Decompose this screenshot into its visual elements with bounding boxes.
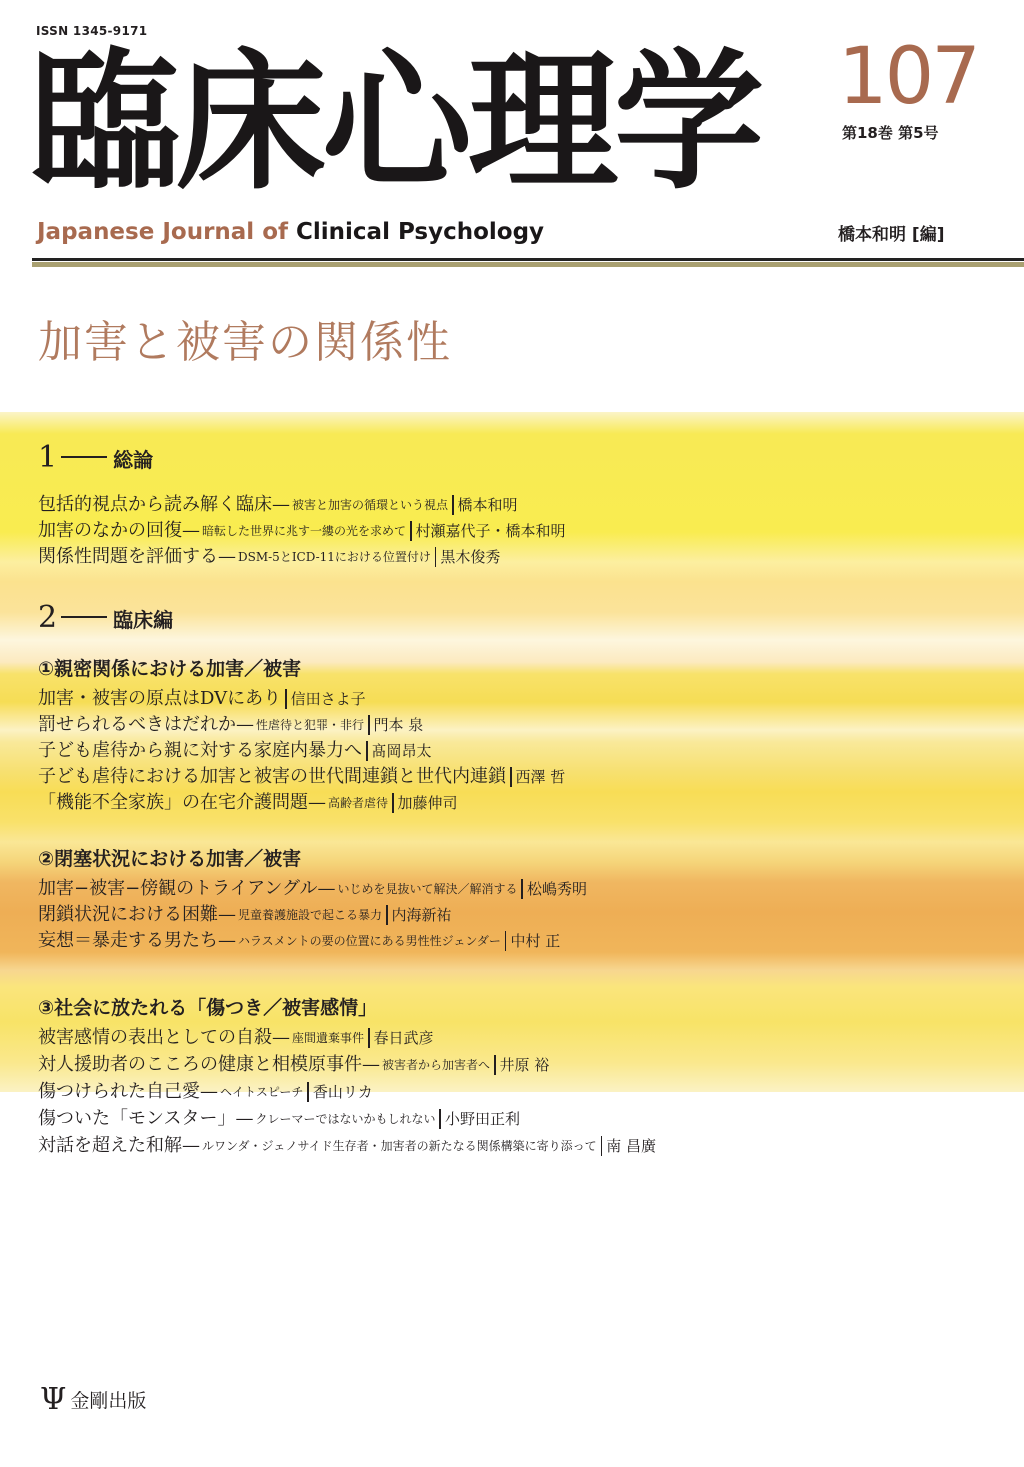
article-author: 村瀬嘉代子・橋本和明 [415, 522, 566, 540]
toc-entry: 罰せられるべきはだれか — 性虐待と犯罪・非行 門本 泉 [38, 712, 423, 738]
article-title: 罰せられるべきはだれか [38, 714, 236, 735]
article-subtitle: 被害と加害の循環という視点 [292, 498, 449, 512]
subsection-heading: ①親密関係における加害／被害 [38, 658, 302, 680]
article-author: 信田さよ子 [290, 690, 366, 708]
article-title: 傷つけられた自己愛 [38, 1081, 200, 1102]
article-subtitle: クレーマーではないかもしれない [255, 1112, 436, 1126]
article-author: 黒木俊秀 [440, 548, 501, 566]
separator [368, 715, 370, 735]
toc-entry: 傷つけられた自己愛 — ヘイトスピーチ 香山リカ [38, 1079, 373, 1105]
toc-entry: 妄想＝暴走する男たち — ハラスメントの要の位置にある男性性ジェンダー 中村 正 [38, 928, 560, 954]
psi-logo-icon: Ψ [40, 1382, 67, 1417]
separator [505, 931, 507, 951]
article-subtitle: 児童養護施設で起こる暴力 [238, 908, 383, 922]
header-rule [32, 258, 1024, 261]
separator [521, 879, 523, 899]
section-title: 臨床編 [113, 608, 174, 632]
volume-number: 第18巻 第5号 [842, 124, 939, 142]
separator [601, 1136, 603, 1156]
separator [386, 905, 388, 925]
separator [392, 793, 394, 813]
toc-entry: 加害−被害−傍観のトライアングル — いじめを見抜いて解決／解消する 松嶋秀明 [38, 876, 587, 902]
article-author: 中村 正 [510, 932, 561, 950]
toc-entry: 包括的視点から読み解く臨床 — 被害と加害の循環という視点 橋本和明 [38, 492, 518, 518]
article-subtitle: 座間遺棄事件 [292, 1031, 365, 1045]
article-title: 対話を超えた和解 [38, 1135, 182, 1156]
section-title: 総論 [113, 448, 154, 472]
article-author: 橋本和明 [457, 496, 518, 514]
section-heading [38, 600, 173, 635]
publisher-name: 金剛出版 [70, 1390, 147, 1412]
toc-entry: 閉鎖状況における困難 — 児童養護施設で起こる暴力 内海新祐 [38, 902, 452, 928]
separator [439, 1109, 441, 1129]
article-title: 子ども虐待における加害と被害の世代間連鎖と世代内連鎖 [38, 766, 506, 787]
article-author: 井原 裕 [499, 1056, 550, 1074]
article-author: 髙岡昂太 [371, 742, 432, 760]
english-title [37, 219, 544, 245]
article-subtitle: 高齢者虐待 [328, 796, 389, 810]
article-subtitle: 暗転した世界に兆す一縷の光を求めて [202, 524, 407, 538]
article-author: 松嶋秀明 [526, 880, 587, 898]
publisher [40, 1382, 146, 1417]
toc-entry [38, 738, 432, 764]
issue-number: 107 [838, 32, 978, 122]
toc-entry: 被害感情の表出としての自殺 — 座間遺棄事件 春日武彦 [38, 1025, 434, 1051]
separator [307, 1082, 309, 1102]
toc-entry: 「機能不全家族」の在宅介護問題 — 高齢者虐待 加藤伸司 [38, 790, 458, 816]
separator [285, 689, 287, 709]
article-author: 西澤 哲 [515, 768, 566, 786]
article-author: 門本 泉 [373, 716, 424, 734]
article-author: 内海新祐 [391, 906, 452, 924]
separator [452, 495, 454, 515]
separator [435, 547, 437, 567]
english-title-part2: Clinical Psychology [296, 219, 545, 245]
toc-entry [38, 686, 366, 712]
article-subtitle: ハラスメントの要の位置にある男性性ジェンダー [238, 934, 501, 948]
article-subtitle: ルワンダ・ジェノサイド生存者・加害者の新たなる関係構築に寄り添って [202, 1139, 597, 1153]
article-subtitle: 被害者から加害者へ [382, 1058, 491, 1072]
article-title: 傷ついた「モンスター」 [38, 1108, 236, 1129]
section-dash [61, 616, 107, 618]
article-title: 加害・被害の原点はDVにあり [38, 688, 282, 709]
separator [366, 741, 368, 761]
article-author: 南 昌廣 [606, 1137, 656, 1155]
journal-title: 臨床心理学 [30, 36, 761, 210]
article-title: 被害感情の表出としての自殺 [38, 1027, 272, 1048]
section-dash [61, 456, 107, 458]
article-subtitle: ヘイトスピーチ [220, 1085, 304, 1099]
issn: ISSN 1345-9171 [36, 24, 148, 38]
separator [368, 1028, 370, 1048]
article-author: 香山リカ [312, 1083, 373, 1101]
section-number: 2 [38, 600, 58, 635]
article-title: 包括的視点から読み解く臨床 [38, 494, 272, 515]
article-title: 加害−被害−傍観のトライアングル [38, 878, 318, 899]
article-title: 妄想＝暴走する男たち [38, 930, 218, 951]
english-title-part1: Japanese Journal of [37, 219, 297, 245]
header-rule-accent [32, 262, 1024, 267]
toc-entry: 加害のなかの回復 — 暗転した世界に兆す一縷の光を求めて 村瀬嘉代子・橋本和明 [38, 518, 566, 544]
article-title: 閉鎖状況における困難 [38, 904, 218, 925]
toc-entry [38, 764, 565, 790]
article-subtitle: 性虐待と犯罪・非行 [256, 718, 365, 732]
separator [410, 521, 412, 541]
section-number: 1 [38, 440, 58, 475]
toc-entry: 関係性問題を評価する — DSM-5とICD-11における位置付け 黒木俊秀 [38, 544, 500, 570]
separator [510, 767, 512, 787]
toc-entry: 傷ついた「モンスター」 — クレーマーではないかもしれない 小野田正利 [38, 1106, 520, 1132]
editor: 橋本和明 [編] [838, 225, 945, 245]
toc-entry: 対話を超えた和解 — ルワンダ・ジェノサイド生存者・加害者の新たなる関係構築に寄り添って 南 昌廣 [38, 1133, 656, 1159]
article-author: 春日武彦 [373, 1029, 434, 1047]
article-title: 加害のなかの回復 [38, 520, 182, 541]
article-title: 関係性問題を評価する [38, 546, 218, 567]
article-author: 小野田正利 [444, 1110, 520, 1128]
separator [494, 1055, 496, 1075]
section-heading [38, 440, 153, 475]
toc-entry: 対人援助者のこころの健康と相模原事件 — 被害者から加害者へ 井原 裕 [38, 1052, 549, 1078]
article-subtitle: DSM-5とICD-11における位置付け [238, 550, 431, 564]
subsection-heading: ②閉塞状況における加害／被害 [38, 848, 302, 870]
article-author: 加藤伸司 [397, 794, 458, 812]
article-title: 子ども虐待から親に対する家庭内暴力へ [38, 740, 362, 761]
article-title: 「機能不全家族」の在宅介護問題 [38, 792, 308, 813]
issue-theme: 加害と被害の関係性 [38, 317, 452, 368]
subsection-heading: ③社会に放たれる「傷つき／被害感情」 [38, 997, 378, 1019]
article-subtitle: いじめを見抜いて解決／解消する [337, 882, 518, 896]
article-title: 対人援助者のこころの健康と相模原事件 [38, 1054, 362, 1075]
